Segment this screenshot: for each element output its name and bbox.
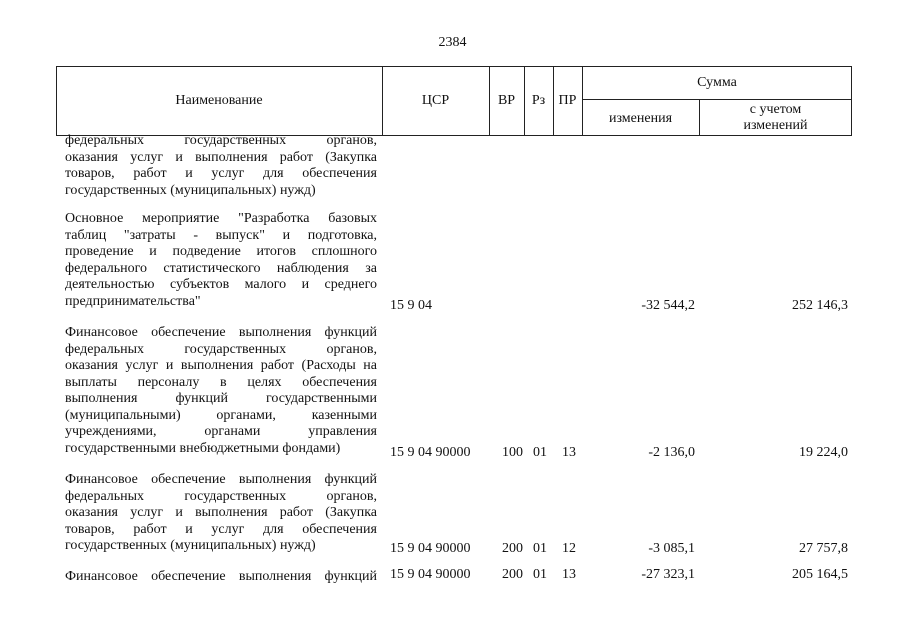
row-name-line: оказания услуг и выполнения работ (Закупка	[65, 149, 377, 165]
row-name-line: федерального статистического наблюдения за	[65, 260, 377, 276]
row-total: 19 224,0	[799, 445, 848, 460]
row-name-line: государственных (муниципальных) нужд)	[65, 538, 316, 553]
row-name-line: федеральных государственных органов,	[65, 341, 377, 357]
row-name-line: федеральных государственных органов,	[65, 488, 377, 504]
header-name: Наименование	[175, 93, 263, 108]
row-total: 205 164,5	[792, 567, 848, 582]
row-name	[65, 133, 377, 199]
header-rz: Рз	[531, 93, 546, 108]
row-vr: 200	[502, 541, 523, 556]
row-vr: 200	[502, 567, 523, 582]
row-name-line: федеральных государственных органов,	[65, 133, 377, 148]
row-csr: 15 9 04 90000	[390, 541, 471, 556]
row-name-line: товаров, работ и услуг для обеспечения	[65, 521, 377, 537]
row-name-line: товаров, работ и услуг для обеспечения	[65, 166, 377, 181]
row-name-line: государственными внебюджетными фондами)	[65, 440, 341, 456]
header-change: изменения	[608, 111, 673, 126]
header-sum: Сумма	[697, 75, 737, 90]
row-rz: 01	[533, 445, 547, 460]
page-number: 2384	[438, 35, 467, 50]
row-name-line: оказания услуг и выполнения работ (Расходы на	[65, 358, 377, 373]
row-name-line: (муниципальными) органами, казенными	[65, 407, 377, 423]
row-name-line: предпринимательства"	[65, 293, 201, 309]
row-csr: 15 9 04	[390, 298, 432, 313]
row-csr: 15 9 04 90000	[390, 567, 471, 582]
row-total: 252 146,3	[792, 298, 848, 313]
row-change: -3 085,1	[648, 541, 695, 556]
row-csr: 15 9 04 90000	[390, 445, 471, 460]
row-name-line: оказания услуг и выполнения работ (Закупка	[65, 505, 377, 520]
row-name	[65, 325, 377, 457]
row-rz: 01	[533, 567, 547, 582]
table-header	[56, 66, 852, 136]
row-pr: 13	[562, 445, 576, 460]
row-name-line: выполнения функций государственными	[65, 391, 377, 406]
header-csr: ЦСР	[421, 93, 450, 108]
row-name-line: государственных (муниципальных) нужд)	[65, 182, 316, 198]
row-name-line: Финансовое обеспечение выполнения функций	[65, 325, 377, 340]
row-name-line: проведение и подведение итогов сплошного	[65, 244, 377, 259]
row-name	[65, 211, 377, 310]
row-name-line: выплаты персоналу в целях обеспечения	[65, 374, 377, 390]
header-pr: ПР	[558, 93, 577, 108]
row-name-line: учреждениями, органами управления	[65, 424, 377, 439]
row-pr: 13	[562, 567, 576, 582]
header-with-change-1: с учетом	[749, 102, 802, 117]
row-change: -27 323,1	[641, 567, 695, 582]
row-total: 27 757,8	[799, 541, 848, 556]
row-name-line: таблиц "затраты - выпуск" и подготовка,	[65, 227, 377, 243]
row-name	[65, 472, 377, 555]
row-name	[65, 569, 377, 586]
header-vr: ВР	[497, 93, 516, 108]
row-name-line: деятельностью субъектов малого и среднего	[65, 277, 377, 292]
row-rz: 01	[533, 541, 547, 556]
row-name-line: Финансовое обеспечение выполнения функций	[65, 472, 377, 487]
row-change: -32 544,2	[641, 298, 695, 313]
row-pr: 12	[562, 541, 576, 556]
header-with-change-2: изменений	[743, 118, 808, 133]
row-vr: 100	[502, 445, 523, 460]
row-name-line: Основное мероприятие "Разработка базовых	[65, 211, 377, 226]
row-name-line: Финансовое обеспечение выполнения функций	[65, 569, 377, 584]
row-change: -2 136,0	[648, 445, 695, 460]
